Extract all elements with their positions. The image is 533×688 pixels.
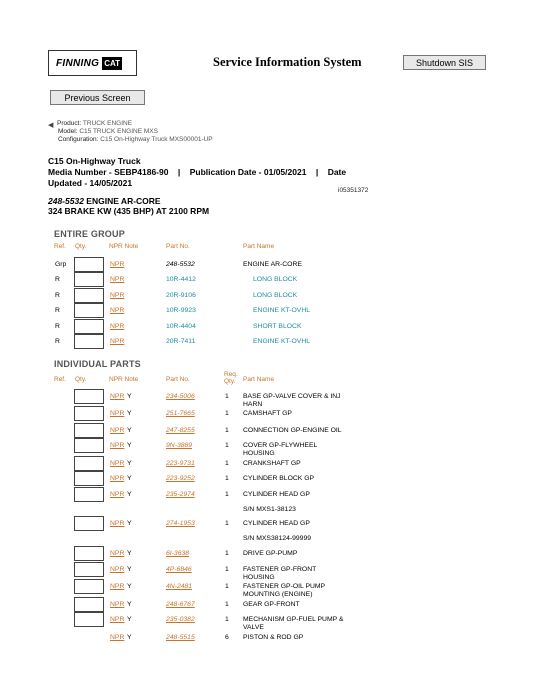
table-row — [0, 580, 533, 598]
required-qty: 1 — [225, 520, 229, 527]
cat-logo-mark: CAT — [104, 58, 121, 68]
npr-link[interactable]: NPR — [110, 292, 125, 299]
model-value: C15 TRUCK ENGINE MXS — [79, 128, 158, 135]
quantity-input[interactable] — [74, 597, 104, 612]
part-number[interactable]: 20R-9106 — [166, 292, 196, 299]
quantity-input[interactable] — [74, 303, 104, 318]
part-name-line: HOUSING — [243, 449, 275, 457]
quantity-input[interactable] — [74, 579, 104, 594]
npr-note: Y — [127, 410, 132, 417]
quantity-input[interactable] — [74, 612, 104, 627]
table-row — [0, 598, 533, 612]
part-name-line: CRANKSHAFT GP — [243, 460, 301, 467]
required-qty: 1 — [225, 583, 229, 590]
previous-screen-button[interactable]: Previous Screen — [50, 90, 145, 105]
part-name-line: CAMSHAFT GP — [243, 410, 292, 417]
logo-text: FINNING — [56, 57, 100, 69]
col-ref: Ref. — [54, 376, 66, 383]
configuration-value: C15 On-Highway Truck MXS00001-UP — [100, 136, 213, 143]
required-qty: 1 — [225, 393, 229, 400]
product-label: Product: — [57, 120, 82, 127]
col-part-no: Part No. — [166, 376, 190, 383]
npr-link[interactable]: NPR — [110, 442, 125, 449]
table-row — [0, 517, 533, 531]
part-name — [243, 616, 343, 631]
document-title-line2: Media Number - SEBP4186-90 | Publication Date - 01/05/2021 | Date — [48, 167, 347, 177]
entire-group-heading: ENTIRE GROUP — [54, 229, 125, 239]
part-number[interactable]: 10R-9923 — [166, 307, 196, 314]
col-ref: Ref. — [54, 243, 66, 250]
npr-note: Y — [127, 491, 132, 498]
npr-link[interactable]: NPR — [110, 634, 125, 641]
quantity-input[interactable] — [74, 456, 104, 471]
npr-link[interactable]: NPR — [110, 460, 125, 467]
part-name-line: CYLINDER HEAD GP — [243, 491, 310, 498]
quantity-input[interactable] — [74, 319, 104, 334]
part-name: ENGINE AR-CORE — [243, 261, 302, 268]
part-number-link[interactable]: 4N-2481 — [166, 583, 193, 590]
part-name[interactable]: LONG BLOCK — [253, 292, 298, 299]
required-qty: 1 — [225, 566, 229, 573]
col-npr-note: NPR Note — [109, 243, 139, 250]
part-number-link[interactable]: 223-9731 — [166, 460, 195, 467]
part-title-rating: 324 BRAKE KW (435 BHP) AT 2100 RPM — [48, 206, 210, 216]
table-row — [0, 631, 533, 645]
npr-link[interactable]: NPR — [110, 550, 125, 557]
part-number-link[interactable]: 223-9252 — [166, 475, 195, 482]
npr-note: Y — [127, 550, 132, 557]
part-name-line: FASTENER GP-FRONT — [243, 566, 317, 573]
npr-note: Y — [127, 427, 132, 434]
table-row — [0, 273, 533, 287]
table-row — [0, 472, 533, 486]
table-row — [0, 289, 533, 303]
ref-cell: R — [55, 307, 60, 314]
part-number-link[interactable]: 6I-3638 — [166, 550, 190, 557]
col-qty-label: Qty. — [224, 378, 236, 385]
npr-note: Y — [127, 601, 132, 608]
serial-number: S/N MXS1-38123 — [243, 506, 296, 513]
part-number[interactable]: 10R-4412 — [166, 276, 196, 283]
triangle-left-icon[interactable]: ◀ — [48, 122, 54, 129]
table-row — [0, 320, 533, 334]
part-name-line: DRIVE GP-PUMP — [243, 550, 298, 557]
col-req-label: Req. — [224, 371, 238, 378]
part-name-line: MOUNTING (ENGINE) — [243, 590, 313, 598]
table-row — [0, 457, 533, 471]
part-name-line: MECHANISM GP-FUEL PUMP & — [243, 616, 344, 623]
npr-note: Y — [127, 460, 132, 467]
quantity-input[interactable] — [74, 423, 104, 438]
part-name-line: VALVE — [243, 623, 264, 631]
part-name-line: GEAR GP-FRONT — [243, 601, 300, 608]
quantity-input[interactable] — [74, 487, 104, 502]
quantity-input[interactable] — [74, 546, 104, 561]
required-qty: 1 — [225, 410, 229, 417]
part-name-line: BASE GP-VALVE COVER & INJ — [243, 393, 341, 400]
part-name — [243, 491, 310, 499]
part-title-number: 248-5532 — [48, 196, 84, 206]
col-part-name: Part Name — [243, 376, 275, 383]
part-number-link[interactable]: 248-5515 — [166, 634, 195, 641]
required-qty: 1 — [225, 427, 229, 434]
npr-link[interactable]: NPR — [110, 616, 125, 623]
required-qty: 1 — [225, 601, 229, 608]
npr-link[interactable]: NPR — [110, 491, 125, 498]
col-req-qty — [224, 371, 238, 385]
npr-note: Y — [127, 616, 132, 623]
document-id: i05351372 — [338, 187, 369, 194]
part-name — [243, 427, 342, 435]
npr-link[interactable]: NPR — [110, 410, 125, 417]
ref-cell: R — [55, 323, 60, 330]
npr-link[interactable]: NPR — [110, 338, 125, 345]
table-row — [0, 424, 533, 438]
npr-link[interactable]: NPR — [110, 261, 125, 268]
quantity-input[interactable] — [74, 272, 104, 287]
part-name — [243, 634, 303, 642]
required-qty: 1 — [225, 491, 229, 498]
quantity-input[interactable] — [74, 562, 104, 577]
npr-link[interactable]: NPR — [110, 393, 125, 400]
npr-note: Y — [127, 520, 132, 527]
part-name[interactable]: SHORT BLOCK — [253, 323, 302, 330]
part-name — [243, 410, 292, 418]
required-qty: 1 — [225, 616, 229, 623]
part-name — [243, 583, 325, 598]
part-name — [243, 460, 301, 468]
part-name-line: COVER GP-FLYWHEEL — [243, 442, 318, 449]
required-qty: 1 — [225, 442, 229, 449]
quantity-input[interactable] — [74, 471, 104, 486]
part-name[interactable]: LONG BLOCK — [253, 276, 298, 283]
col-qty: Qty. — [75, 376, 87, 383]
part-number[interactable]: 10R-4404 — [166, 323, 196, 330]
quantity-input[interactable] — [74, 438, 104, 453]
part-name-line: FASTENER GP-OIL PUMP — [243, 583, 326, 590]
part-name — [243, 442, 317, 457]
serial-number-row — [0, 532, 533, 546]
npr-link[interactable]: NPR — [110, 601, 125, 608]
part-name-line: CYLINDER BLOCK GP — [243, 475, 315, 482]
part-number-link[interactable]: 247-8255 — [166, 427, 195, 434]
table-row — [0, 304, 533, 318]
required-qty: 1 — [225, 475, 229, 482]
quantity-input[interactable] — [74, 288, 104, 303]
part-number-link[interactable]: 235-0382 — [166, 616, 195, 623]
ref-cell: R — [55, 292, 60, 299]
npr-note: Y — [127, 583, 132, 590]
quantity-input[interactable] — [74, 257, 104, 272]
npr-note: Y — [127, 566, 132, 573]
npr-link[interactable]: NPR — [110, 475, 125, 482]
npr-link[interactable]: NPR — [110, 583, 125, 590]
part-number-link[interactable]: 251-7665 — [166, 410, 195, 417]
part-name — [243, 566, 316, 581]
document-title-line1: C15 On-Highway Truck — [48, 156, 141, 166]
quantity-input[interactable] — [74, 389, 104, 404]
table-row — [0, 335, 533, 349]
part-name-line: CYLINDER HEAD GP — [243, 520, 310, 527]
part-name-line: PISTON & ROD GP — [243, 634, 304, 641]
ref-cell: Grp — [55, 261, 67, 268]
col-qty: Qty. — [75, 243, 87, 250]
quantity-input[interactable] — [74, 516, 104, 531]
part-number: 248-5532 — [166, 261, 195, 268]
part-name-line: HARN — [243, 400, 263, 408]
part-name-line: CONNECTION GP-ENGINE OIL — [243, 427, 342, 434]
npr-link[interactable]: NPR — [110, 276, 125, 283]
page-title: Service Information System — [213, 55, 362, 69]
table-row — [0, 488, 533, 502]
shutdown-button[interactable]: Shutdown SIS — [403, 55, 486, 70]
part-number[interactable]: 20R-7411 — [166, 338, 196, 345]
part-number-link[interactable]: 4P-6846 — [166, 566, 192, 573]
npr-note: Y — [127, 442, 132, 449]
table-row — [0, 407, 533, 421]
quantity-input[interactable] — [74, 406, 104, 421]
col-part-no: Part No. — [166, 243, 190, 250]
table-row — [0, 439, 533, 457]
part-name — [243, 601, 300, 609]
npr-link[interactable]: NPR — [110, 307, 125, 314]
table-row — [0, 613, 533, 631]
document-title-line3: Updated - 14/05/2021 — [48, 178, 133, 188]
quantity-input[interactable] — [74, 334, 104, 349]
finning-cat-logo — [48, 50, 137, 76]
part-name — [243, 520, 310, 528]
serial-number: S/N MXS38124-99999 — [243, 535, 312, 542]
breadcrumb — [57, 120, 213, 144]
npr-link[interactable]: NPR — [110, 520, 125, 527]
part-name — [243, 393, 341, 408]
required-qty: 1 — [225, 550, 229, 557]
ref-cell: R — [55, 276, 60, 283]
configuration-label: Configuration: — [58, 136, 99, 143]
table-row — [0, 390, 533, 408]
table-row — [0, 563, 533, 581]
col-npr-note: NPR Note — [109, 376, 139, 383]
npr-link[interactable]: NPR — [110, 566, 125, 573]
part-title-name: ENGINE AR-CORE — [86, 196, 161, 206]
part-name[interactable]: ENGINE KT-OVHL — [253, 338, 311, 345]
npr-link[interactable]: NPR — [110, 323, 125, 330]
product-value: TRUCK ENGINE — [82, 120, 133, 127]
document-title — [48, 156, 378, 189]
npr-note: Y — [127, 634, 132, 641]
part-name-line: HOUSING — [243, 573, 275, 581]
table-row — [0, 258, 533, 272]
part-name — [243, 475, 314, 483]
part-number-link[interactable]: 248-6767 — [166, 601, 195, 608]
individual-parts-heading: INDIVIDUAL PARTS — [54, 359, 141, 369]
part-title — [48, 196, 209, 216]
npr-note: Y — [127, 475, 132, 482]
table-row — [0, 547, 533, 561]
col-part-name: Part Name — [243, 243, 275, 250]
ref-cell: R — [55, 338, 60, 345]
part-number-link[interactable]: 9N-3889 — [166, 442, 193, 449]
part-number-link[interactable]: 235-2974 — [166, 491, 195, 498]
model-label: Model: — [58, 128, 78, 135]
part-number-link[interactable]: 274-1953 — [166, 520, 195, 527]
part-number-link[interactable]: 234-5006 — [166, 393, 195, 400]
serial-number-row — [0, 503, 533, 517]
required-qty: 6 — [225, 634, 229, 641]
required-qty: 1 — [225, 460, 229, 467]
part-name — [243, 550, 297, 558]
npr-link[interactable]: NPR — [110, 427, 125, 434]
npr-note: Y — [127, 393, 132, 400]
part-name[interactable]: ENGINE KT-OVHL — [253, 307, 311, 314]
